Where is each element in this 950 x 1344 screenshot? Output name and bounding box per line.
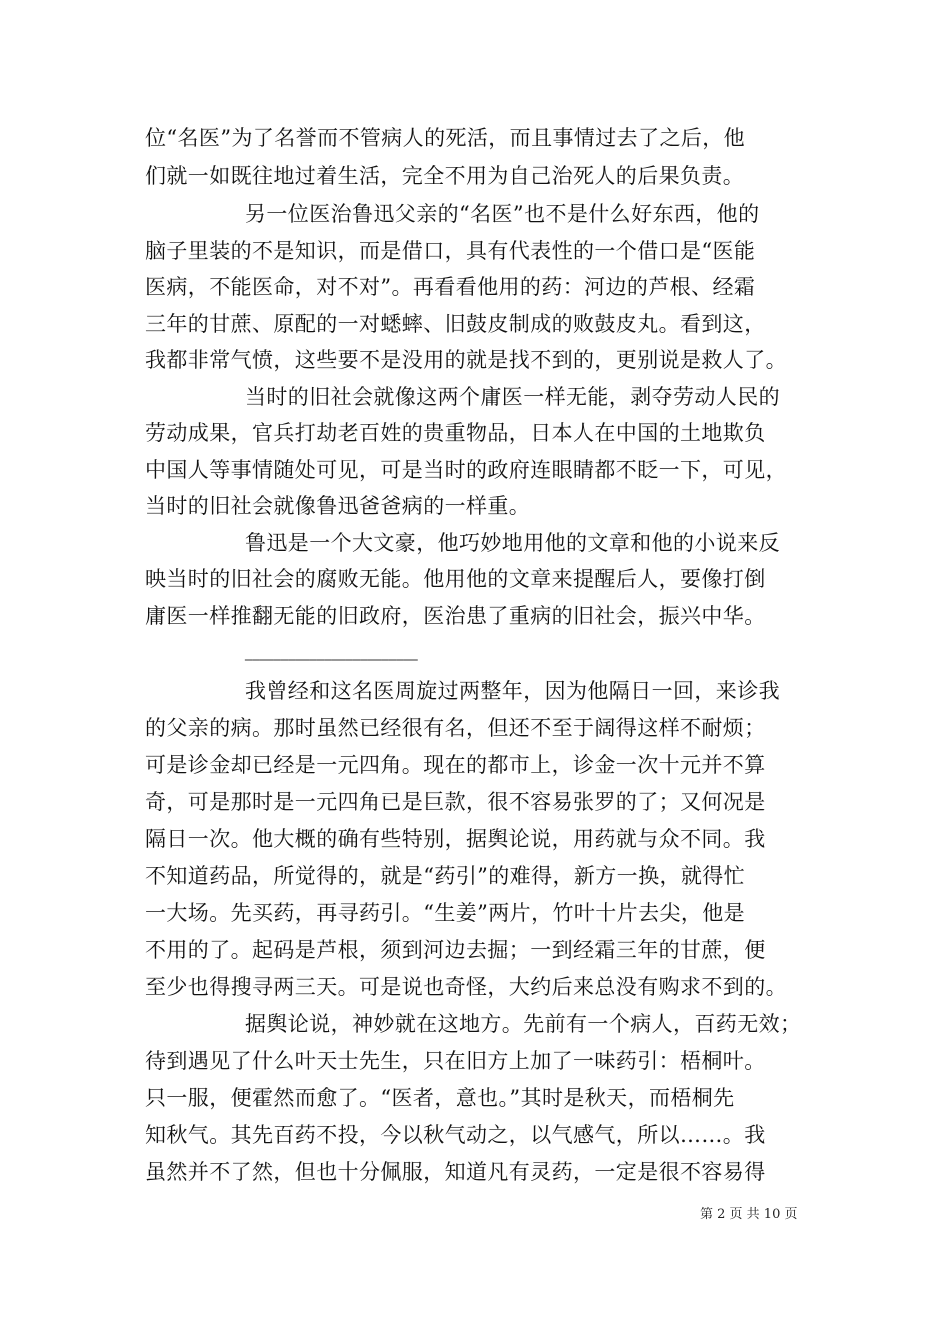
text-line: 奇，可是那时是一元四角已是巨款，很不容易张罗的了；又何况是: [145, 790, 766, 814]
text-line: 三年的甘蔗、原配的一对蟋蟀、旧鼓皮制成的败鼓皮丸。看到这，: [145, 312, 766, 336]
text-line: 庸医一样推翻无能的旧政府，医治患了重病的旧社会，振兴中华。: [145, 604, 766, 628]
text-line: 虽然并不了然，但也十分佩服，知道凡有灵药，一定是很不容易得: [145, 1160, 766, 1184]
text-line: 我都非常气愤，这些要不是没用的就是找不到的，更别说是救人了。: [145, 348, 787, 372]
text-line: 一大场。先买药，再寻药引。“生姜”两片，竹叶十片去尖，他是: [145, 901, 746, 925]
text-line: 位“名医”为了名誉而不管病人的死活，而且事情过去了之后，他: [145, 126, 746, 150]
text-line: 劳动成果，官兵打劫老百姓的贵重物品，日本人在中国的土地欺负: [145, 421, 766, 445]
text-line: 知秋气。其先百药不投，今以秋气动之，以气感气，所以……。我: [145, 1123, 766, 1147]
text-line: 医病，不能医命，对不对”。再看看他用的药：河边的芦根、经霜: [145, 275, 756, 299]
text-line: 可是诊金却已经是一元四角。现在的都市上，诊金一次十元并不算: [145, 753, 766, 777]
text-line: 只一服，便霍然而愈了。“医者，意也。”其时是秋天，而梧桐先: [145, 1086, 735, 1110]
paragraph-start-line: 鲁迅是一个大文豪，他巧妙地用他的文章和他的小说来反: [245, 531, 780, 555]
paragraph-start-line: 当时的旧社会就像这两个庸医一样无能，剥夺劳动人民的: [245, 385, 780, 409]
text-line: 至少也得搜寻两三天。可是说也奇怪，大约后来总没有购求不到的。: [145, 975, 787, 999]
text-line: 的父亲的病。那时虽然已经很有名，但还不至于阔得这样不耐烦；: [145, 716, 766, 740]
text-line: 不知道药品，所觉得的，就是“药引”的难得，新方一换，就得忙: [145, 864, 746, 888]
text-line: 映当时的旧社会的腐败无能。他用他的文章来提醒后人，要像打倒: [145, 567, 766, 591]
paragraph-start-line: 据舆论说，神妙就在这地方。先前有一个病人，百药无效；: [245, 1012, 802, 1036]
paragraph-start-line: 另一位医治鲁迅父亲的“名医”也不是什么好东西，他的: [245, 202, 760, 226]
paragraph-start-line: 我曾经和这名医周旋过两整年，因为他隔日一回，来诊我: [245, 679, 780, 703]
page-number-footer: 第 2 页 共 10 页: [700, 1207, 798, 1222]
text-line: 隔日一次。他大概的确有些特别，据舆论说，用药就与众不同。我: [145, 827, 766, 851]
text-line: 们就一如既往地过着生活，完全不用为自己治死人的后果负责。: [145, 164, 745, 188]
text-line: 待到遇见了什么叶天士先生，只在旧方上加了一味药引：梧桐叶。: [145, 1049, 766, 1073]
text-line: 不用的了。起码是芦根，须到河边去掘；一到经霜三年的甘蔗，便: [145, 938, 766, 962]
text-line: 中国人等事情随处可见，可是当时的政府连眼睛都不眨一下，可见，: [145, 458, 787, 482]
text-line: 脑子里装的不是知识，而是借口，具有代表性的一个借口是“医能: [145, 239, 756, 263]
section-divider: ________________________: [245, 645, 418, 661]
text-line: 当时的旧社会就像鲁迅爸爸病的一样重。: [145, 494, 531, 518]
